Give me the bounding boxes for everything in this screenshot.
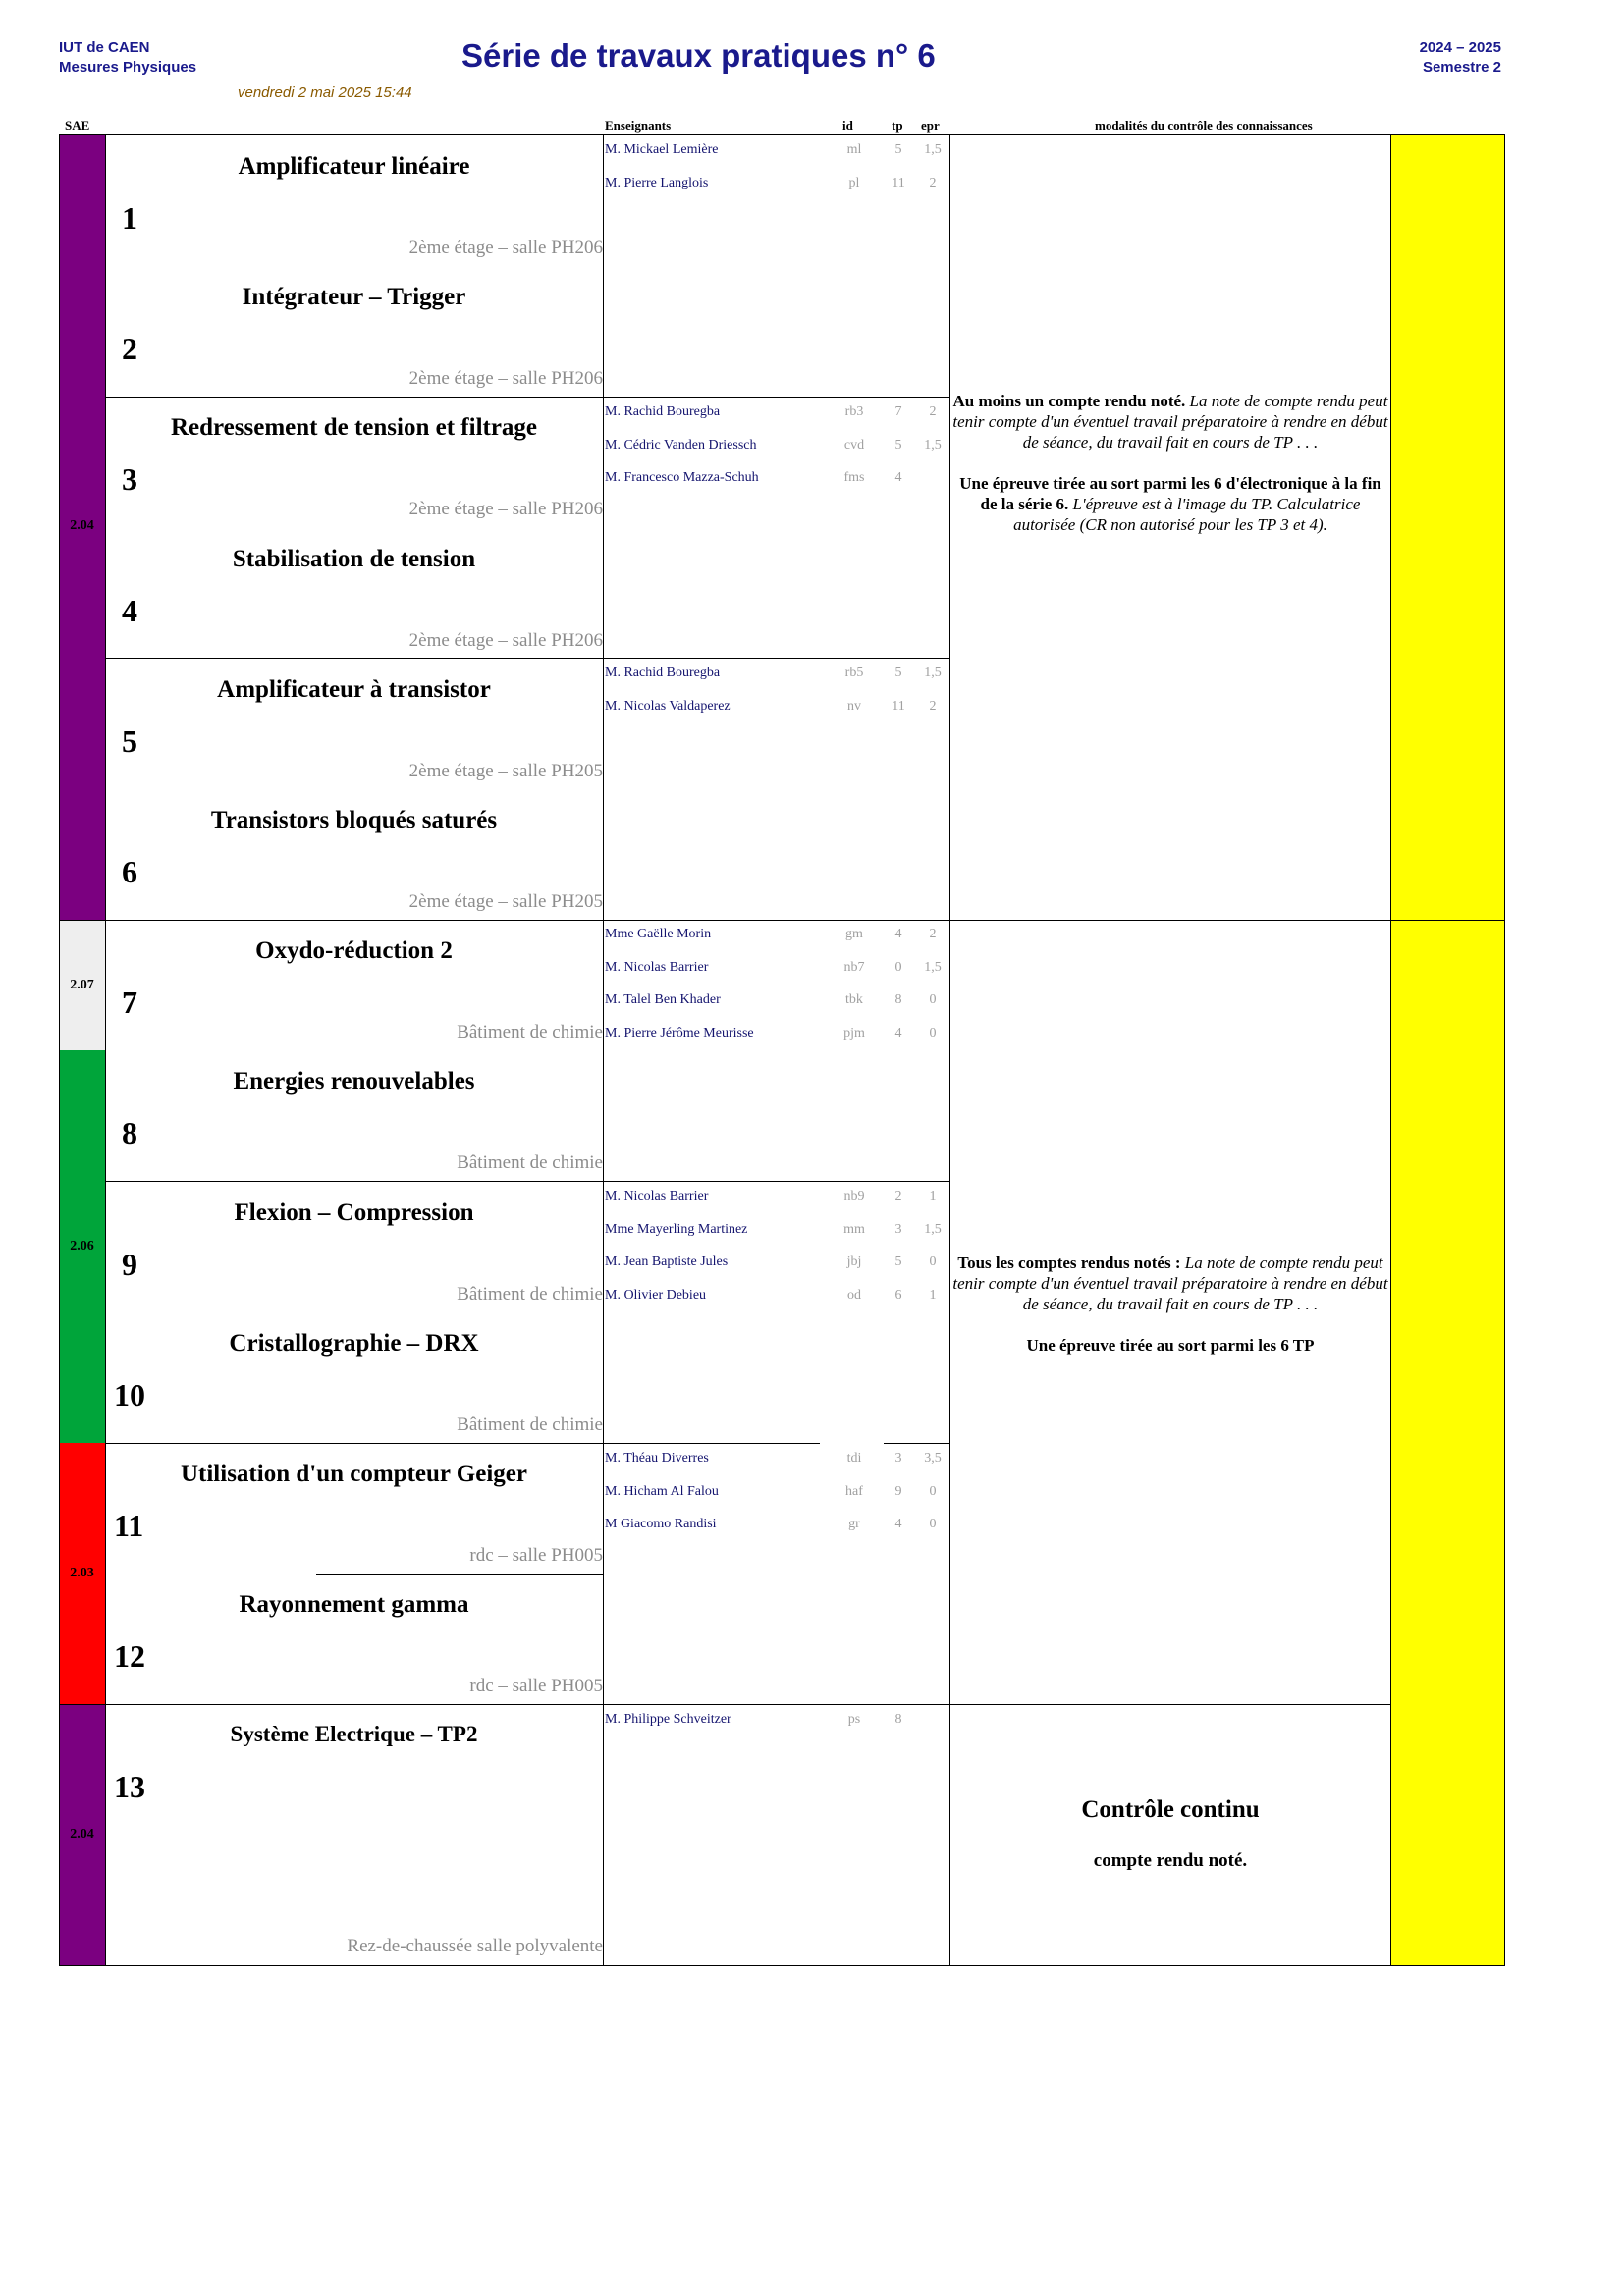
col-header-id: id (842, 118, 853, 133)
tp-title: Oxydo-réduction 2 (255, 937, 453, 965)
teacher-tp-count: 4 (894, 1517, 902, 1531)
sae-label: 2.06 (70, 1239, 94, 1254)
teacher-id: rb5 (844, 666, 864, 680)
teacher-name: M Giacomo Randisi (605, 1517, 717, 1531)
table-right-border (1504, 134, 1505, 1966)
row-divider (105, 658, 949, 659)
modalites-electronics: Au moins un compte rendu noté. La note de compte rendu peut tenir compte d'un éventuel travail préparatoire à rendre en début de séance, du travail fait en cours de TP . . . Une épreuve tirée au sort parmi les 6 d'électronique à la fin de la série 6. L'épreuve est à l'image du TP. Calculatrice autorisée (CR non autorisé pour les TP 3 et 4). (952, 392, 1388, 534)
tp-number: 4 (122, 592, 137, 628)
teacher-id: haf (845, 1483, 863, 1499)
tp-room: Rez-de-chaussée salle polyvalente (347, 1936, 603, 1956)
semester: Semestre 2 (1422, 59, 1501, 76)
tp-room: Bâtiment de chimie (457, 1414, 603, 1435)
tp-title: Redressement de tension et filtrage (170, 414, 538, 442)
tp-number: 10 (114, 1376, 145, 1413)
table-left-border (59, 134, 60, 1966)
continuous-assessment-title: Contrôle continu (1081, 1796, 1260, 1823)
tp-title: Rayonnement gamma (239, 1591, 469, 1619)
teacher-exam-count: 2 (929, 927, 937, 941)
teacher-id: cvd (843, 437, 865, 453)
tp-room: Bâtiment de chimie (457, 1283, 603, 1305)
tp-number: 2 (122, 331, 137, 367)
tp-title: Stabilisation de tension (232, 545, 476, 572)
teacher-exam-count: 3,5 (924, 1451, 942, 1466)
sae-label: 2.04 (70, 518, 94, 533)
teacher-tp-count: 2 (894, 1189, 902, 1203)
tp-title: Flexion – Compression (234, 1199, 474, 1226)
teacher-name: M. Francesco Mazza-Schuh (605, 470, 759, 485)
teacher-id: nb9 (843, 1189, 865, 1203)
row-divider (105, 1181, 949, 1182)
teacher-name: M. Philippe Schveitzer (605, 1712, 731, 1727)
modalites-sciences: Tous les comptes rendus notés : La note de compte rendu peut tenir compte d'un éventuel travail préparatoire à rendre en début de séance, du travail fait en cours de TP . . . Une épreuve tirée au sort parmi les 6 TP (952, 1254, 1388, 1355)
teacher-exam-count: 1,5 (924, 666, 942, 680)
print-date: vendredi 2 mai 2025 15:44 (238, 84, 412, 101)
teacher-tp-count: 5 (894, 666, 902, 680)
teacher-id: pl (848, 175, 860, 190)
teacher-tp-count: 9 (894, 1483, 902, 1499)
teacher-exam-count: 0 (929, 992, 937, 1007)
tp-title: Intégrateur – Trigger (242, 284, 466, 311)
tp-room: rdc – salle PH005 (469, 1676, 603, 1697)
teacher-name: Mme Mayerling Martinez (605, 1221, 748, 1237)
teacher-id: jbj (846, 1255, 862, 1269)
page-title: Série de travaux pratiques n° 6 (461, 37, 936, 74)
title-column-divider (603, 134, 604, 1966)
teacher-tp-count: 8 (894, 1712, 902, 1727)
sae-label: 2.07 (70, 978, 94, 992)
teacher-name: M. Nicolas Barrier (605, 1189, 709, 1203)
teacher-id: tdi (846, 1451, 862, 1466)
teacher-name: M. Pierre Jérôme Meurisse (605, 1025, 754, 1041)
tp-number: 8 (122, 1115, 137, 1151)
tp-number: 12 (114, 1638, 145, 1675)
tp-title: Amplificateur linéaire (238, 153, 470, 180)
teacher-tp-count: 5 (894, 1255, 902, 1269)
tp-title: Système Electrique – TP2 (230, 1722, 478, 1747)
teacher-id: od (847, 1287, 861, 1303)
teacher-exam-count: 0 (929, 1025, 937, 1041)
teacher-name: M. Rachid Bouregba (605, 404, 721, 419)
row-divider (884, 1443, 949, 1444)
teacher-exam-count: 1,5 (924, 142, 942, 157)
teacher-id: gr (848, 1517, 860, 1531)
row-divider (105, 397, 949, 398)
teacher-name: M. Théau Diverres (605, 1451, 709, 1466)
teacher-name: M. Nicolas Valdaperez (605, 698, 731, 714)
teacher-name: Mme Gaëlle Morin (605, 927, 712, 941)
tp-room: 2ème étage – salle PH206 (408, 499, 603, 520)
tp-title: Energies renouvelables (233, 1068, 475, 1095)
teacher-exam-count: 2 (929, 404, 937, 419)
tp-number: 3 (122, 461, 137, 498)
tp-title: Transistors bloqués saturés (210, 807, 498, 833)
partial-divider (316, 1574, 603, 1575)
tp-room: rdc – salle PH005 (469, 1545, 603, 1566)
table-bottom-border (59, 1965, 1504, 1966)
teacher-exam-count: 0 (929, 1255, 937, 1269)
teacher-tp-count: 3 (894, 1451, 902, 1466)
teacher-id: ps (847, 1712, 861, 1727)
teacher-exam-count: 0 (929, 1517, 937, 1531)
organization-name: IUT de CAEN (59, 39, 150, 56)
sae-column-divider (105, 134, 106, 1966)
modalites-column-divider (1390, 134, 1391, 1966)
yellow-column (1390, 135, 1504, 1965)
tp-number: 6 (122, 854, 137, 889)
department-name: Mesures Physiques (59, 59, 197, 76)
col-header-tp: tp (892, 118, 903, 133)
tp-room: 2ème étage – salle PH206 (408, 629, 603, 651)
teacher-tp-count: 4 (894, 470, 902, 485)
teacher-exam-count: 2 (929, 698, 937, 714)
table-top-border (59, 134, 1504, 135)
teacher-id: tbk (845, 992, 863, 1007)
teacher-tp-count: 4 (894, 1025, 902, 1041)
tp-number: 13 (114, 1769, 145, 1805)
teacher-id: pjm (843, 1025, 865, 1041)
teacher-exam-count: 1,5 (924, 959, 942, 975)
row-divider (105, 1443, 820, 1444)
continuous-assessment-sub: compte rendu noté. (1093, 1850, 1248, 1871)
teacher-name: M. Rachid Bouregba (605, 666, 721, 680)
teacher-name: M. Talel Ben Khader (605, 992, 721, 1007)
sae-label: 2.04 (70, 1827, 94, 1842)
teacher-tp-count: 5 (894, 437, 902, 453)
teacher-exam-count: 1 (929, 1189, 937, 1203)
teacher-name: M. Mickael Lemière (605, 142, 719, 157)
tp-number: 11 (114, 1508, 144, 1543)
teacher-name: M. Olivier Debieu (605, 1287, 707, 1303)
sae-label: 2.03 (70, 1566, 94, 1580)
teacher-tp-count: 6 (894, 1287, 902, 1303)
teacher-tp-count: 11 (892, 698, 905, 714)
tp-number: 5 (122, 722, 137, 759)
teacher-exam-count: 1 (929, 1287, 937, 1303)
teacher-name: M. Cédric Vanden Driessch (605, 437, 757, 453)
tp-number: 1 (122, 200, 137, 236)
teacher-tp-count: 7 (894, 404, 902, 419)
tp-title: Utilisation d'un compteur Geiger (180, 1461, 527, 1487)
tp-number: 7 (122, 985, 137, 1021)
tp-room: 2ème étage – salle PH205 (408, 891, 603, 912)
teacher-id: gm (845, 927, 863, 941)
tp-title: Amplificateur à transistor (217, 675, 491, 703)
teacher-exam-count: 0 (929, 1483, 937, 1499)
teacher-name: M. Pierre Langlois (605, 175, 709, 190)
teacher-exam-count: 1,5 (924, 1221, 942, 1237)
col-header-modalites: modalités du contrôle des connaissances (1095, 118, 1313, 133)
teacher-exam-count: 1,5 (924, 437, 942, 453)
col-header-epr: epr (921, 118, 940, 133)
teacher-tp-count: 3 (894, 1221, 902, 1237)
section-divider (59, 920, 1504, 921)
tp-room: 2ème étage – salle PH205 (408, 760, 603, 781)
teacher-id: rb3 (844, 404, 864, 419)
teacher-id: fms (843, 470, 865, 485)
col-header-teachers: Enseignants (605, 118, 672, 133)
tp-title: Cristallographie – DRX (229, 1329, 479, 1357)
tp-room: 2ème étage – salle PH206 (408, 238, 603, 258)
teacher-id: ml (846, 142, 862, 157)
academic-year: 2024 – 2025 (1419, 39, 1501, 56)
tp-room: 2ème étage – salle PH206 (408, 368, 603, 390)
teacher-name: M. Hicham Al Falou (605, 1483, 719, 1499)
col-header-sae: SAE (65, 118, 90, 133)
teacher-id: mm (843, 1221, 865, 1237)
section-divider (59, 1704, 1390, 1705)
teacher-id: nv (847, 698, 861, 714)
teacher-name: M. Nicolas Barrier (605, 959, 709, 975)
teacher-tp-count: 4 (894, 927, 902, 941)
tp-number: 9 (122, 1246, 137, 1282)
teacher-tp-count: 11 (892, 175, 905, 190)
teacher-tp-count: 5 (894, 142, 902, 157)
tp-room: Bâtiment de chimie (457, 1022, 603, 1043)
teacher-id: nb7 (843, 959, 865, 975)
teacher-tp-count: 8 (894, 992, 902, 1007)
tp-room: Bâtiment de chimie (457, 1152, 603, 1174)
teacher-name: M. Jean Baptiste Jules (605, 1255, 729, 1269)
teacher-tp-count: 0 (894, 959, 902, 975)
teacher-exam-count: 2 (929, 175, 937, 190)
